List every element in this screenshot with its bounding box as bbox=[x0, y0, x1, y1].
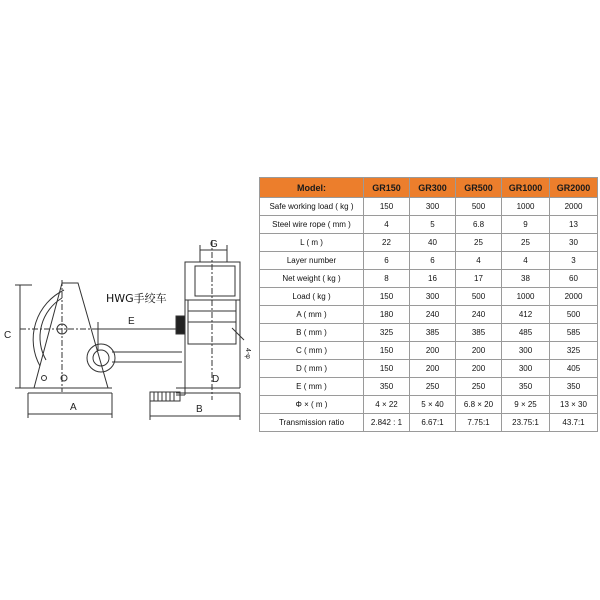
table-header-row bbox=[260, 178, 598, 198]
table-cell: 350 bbox=[364, 378, 410, 396]
dim-d: D bbox=[212, 374, 220, 385]
table-cell: 38 bbox=[502, 270, 550, 288]
table-cell: 22 bbox=[364, 234, 410, 252]
header-gr300: GR300 bbox=[410, 178, 456, 198]
table-cell: 500 bbox=[550, 306, 598, 324]
table-cell: 240 bbox=[456, 306, 502, 324]
dim-e: E bbox=[128, 316, 135, 327]
table-row bbox=[260, 270, 598, 288]
row-label: Steel wire rope ( mm ) bbox=[260, 216, 364, 234]
table-cell: 150 bbox=[364, 198, 410, 216]
table-cell: 385 bbox=[410, 324, 456, 342]
table-row bbox=[260, 378, 598, 396]
table-cell: 16 bbox=[410, 270, 456, 288]
row-label: B ( mm ) bbox=[260, 324, 364, 342]
table-cell: 4 bbox=[456, 252, 502, 270]
header-gr2000: GR2000 bbox=[550, 178, 598, 198]
table-cell: 25 bbox=[502, 234, 550, 252]
table-cell: 405 bbox=[550, 360, 598, 378]
row-label: E ( mm ) bbox=[260, 378, 364, 396]
row-label: L ( m ) bbox=[260, 234, 364, 252]
table-cell: 300 bbox=[410, 288, 456, 306]
table-row bbox=[260, 396, 598, 414]
table-cell: 325 bbox=[550, 342, 598, 360]
table-cell: 4 bbox=[502, 252, 550, 270]
side-frame bbox=[34, 283, 108, 388]
row-label: Net weight ( kg ) bbox=[260, 270, 364, 288]
table-cell: 23.75:1 bbox=[502, 414, 550, 432]
table-cell: 1000 bbox=[502, 288, 550, 306]
dim-b: B bbox=[196, 404, 203, 415]
table-row bbox=[260, 198, 598, 216]
table-cell: 250 bbox=[410, 378, 456, 396]
table-cell: 200 bbox=[456, 342, 502, 360]
spec-table-body bbox=[260, 198, 598, 432]
table-cell: 13 bbox=[550, 216, 598, 234]
table-row bbox=[260, 324, 598, 342]
spec-table bbox=[259, 177, 598, 432]
table-cell: 200 bbox=[410, 360, 456, 378]
table-cell: 5 × 40 bbox=[410, 396, 456, 414]
table-cell: 412 bbox=[502, 306, 550, 324]
gear-block bbox=[176, 316, 185, 334]
table-cell: 30 bbox=[550, 234, 598, 252]
dim-g: G bbox=[210, 239, 218, 250]
table-cell: 6 bbox=[410, 252, 456, 270]
row-label: Φ × ( m ) bbox=[260, 396, 364, 414]
table-cell: 300 bbox=[502, 360, 550, 378]
table-cell: 2000 bbox=[550, 288, 598, 306]
table-cell: 325 bbox=[364, 324, 410, 342]
table-cell: 40 bbox=[410, 234, 456, 252]
table-row bbox=[260, 288, 598, 306]
table-row bbox=[260, 306, 598, 324]
table-cell: 5 bbox=[410, 216, 456, 234]
table-cell: 500 bbox=[456, 288, 502, 306]
table-cell: 150 bbox=[364, 342, 410, 360]
table-row bbox=[260, 414, 598, 432]
row-label: C ( mm ) bbox=[260, 342, 364, 360]
table-cell: 43.7:1 bbox=[550, 414, 598, 432]
table-row bbox=[260, 234, 598, 252]
dim-c: C bbox=[4, 330, 12, 341]
table-row bbox=[260, 342, 598, 360]
table-cell: 200 bbox=[456, 360, 502, 378]
table-cell: 9 × 25 bbox=[502, 396, 550, 414]
row-label: D ( mm ) bbox=[260, 360, 364, 378]
dim-4phi: 4-φ bbox=[244, 348, 251, 359]
row-label: Transmission ratio bbox=[260, 414, 364, 432]
table-cell: 6.8 bbox=[456, 216, 502, 234]
table-row bbox=[260, 216, 598, 234]
table-cell: 240 bbox=[410, 306, 456, 324]
table-row bbox=[260, 252, 598, 270]
table-cell: 9 bbox=[502, 216, 550, 234]
table-cell: 350 bbox=[502, 378, 550, 396]
row-label: Load ( kg ) bbox=[260, 288, 364, 306]
table-cell: 300 bbox=[410, 198, 456, 216]
table-cell: 350 bbox=[550, 378, 598, 396]
header-gr500: GR500 bbox=[456, 178, 502, 198]
crank-disk bbox=[87, 344, 115, 372]
table-cell: 60 bbox=[550, 270, 598, 288]
header-gr150: GR150 bbox=[364, 178, 410, 198]
table-cell: 4 × 22 bbox=[364, 396, 410, 414]
dim-a: A bbox=[70, 402, 77, 413]
table-cell: 6.67:1 bbox=[410, 414, 456, 432]
table-cell: 385 bbox=[456, 324, 502, 342]
table-cell: 200 bbox=[410, 342, 456, 360]
row-label: Safe working load ( kg ) bbox=[260, 198, 364, 216]
table-cell: 150 bbox=[364, 360, 410, 378]
row-label: A ( mm ) bbox=[260, 306, 364, 324]
table-cell: 7.75:1 bbox=[456, 414, 502, 432]
drawing-title: HWG手绞车 bbox=[106, 292, 167, 305]
table-cell: 6.8 × 20 bbox=[456, 396, 502, 414]
header-gr1000: GR1000 bbox=[502, 178, 550, 198]
table-cell: 2.842 : 1 bbox=[364, 414, 410, 432]
table-cell: 6 bbox=[364, 252, 410, 270]
table-cell: 500 bbox=[456, 198, 502, 216]
header-model: Model: bbox=[260, 178, 364, 198]
table-cell: 1000 bbox=[502, 198, 550, 216]
row-label: Layer number bbox=[260, 252, 364, 270]
table-cell: 3 bbox=[550, 252, 598, 270]
table-cell: 180 bbox=[364, 306, 410, 324]
table-cell: 585 bbox=[550, 324, 598, 342]
table-cell: 25 bbox=[456, 234, 502, 252]
table-cell: 150 bbox=[364, 288, 410, 306]
table-cell: 17 bbox=[456, 270, 502, 288]
table-cell: 13 × 30 bbox=[550, 396, 598, 414]
table-cell: 4 bbox=[364, 216, 410, 234]
table-cell: 2000 bbox=[550, 198, 598, 216]
table-cell: 250 bbox=[456, 378, 502, 396]
table-cell: 485 bbox=[502, 324, 550, 342]
drum-arc bbox=[33, 290, 64, 366]
table-cell: 8 bbox=[364, 270, 410, 288]
table-row bbox=[260, 360, 598, 378]
table-cell: 300 bbox=[502, 342, 550, 360]
